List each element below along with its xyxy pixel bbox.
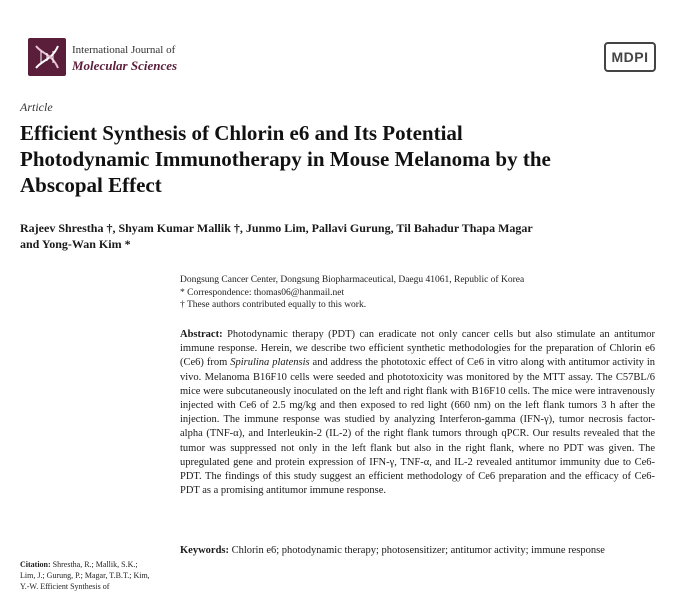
affiliations bbox=[180, 274, 650, 312]
abstract-text-part1: Photodynamic therapy (PDT) can eradicate not only cancer cells but also stimulate an antitumor immune response. Herein, we describe two efficient synthetic methodologies for the preparation of Chlorin e6 (Ce6) from bbox=[180, 329, 655, 369]
keywords-text: Chlorin e6; photodynamic therapy; photosensitizer; antitumor activity; immune response bbox=[231, 545, 605, 556]
dna-icon bbox=[28, 38, 66, 76]
affiliation: Dongsung Cancer Center, Dongsung Biopharmaceutical, Daegu 41061, Republic of Korea bbox=[180, 275, 525, 285]
citation-text: Shrestha, R.; Mallik, S.K.; Lim, J.; Gurung, P.; Magar, T.B.T.; Kim, Y.-W. Efficient Synthesis of bbox=[20, 560, 150, 592]
author-list bbox=[20, 220, 580, 252]
equal-contribution-note: † These authors contributed equally to this work. bbox=[180, 300, 367, 310]
abstract bbox=[180, 328, 655, 498]
journal-name-line2: Molecular Sciences bbox=[72, 58, 178, 73]
page-title: Efficient Synthesis of Chlorin e6 and Its Potential Photodynamic Immunotherapy in Mouse Melanoma by the Abscopal Effect bbox=[20, 121, 551, 197]
article-type: Article bbox=[20, 100, 53, 114]
abstract-species: Spirulina platensis bbox=[230, 357, 310, 369]
publisher-logo[interactable]: MDPI bbox=[604, 42, 656, 72]
keywords bbox=[180, 544, 655, 558]
authors-line2: and Yong-Wan Kim * bbox=[20, 237, 131, 251]
journal-name-line1: International Journal of bbox=[72, 44, 176, 56]
correspondence: * Correspondence: thomas06@hanmail.net bbox=[180, 287, 345, 298]
keywords-label: Keywords: bbox=[180, 545, 229, 556]
journal-logo bbox=[28, 38, 66, 76]
abstract-label: Abstract: bbox=[180, 329, 223, 340]
authors-line1: Rajeev Shrestha †, Shyam Kumar Mallik †, Junmo Lim, Pallavi Gurung, Til Bahadur Thapa Magar bbox=[20, 221, 533, 235]
citation-label: Citation: bbox=[20, 560, 51, 569]
citation bbox=[20, 559, 152, 593]
abstract-text-part2: and address the phototoxic effect of Ce6 in vitro along with antitumor activity in vivo. Melanoma B16F10 cells were seeded and phototoxicity was monitored by the MTT assay. The C57BL/6 mice were subcutaneously inoculated on the left and right flank with B16F10 cells. The mice were intravenously injected with Ce6 of 2.5 mg/kg and then exposed to red light (660 nm) on the left flank tumors 3 h after the injection. The immune response was studied by analyzing Interferon-gamma (IFN-γ), tumor necrosis factor-alpha (TNF-α), and Interleukin-2 (IL-2) of the right flank tumors through qPCR. Our results revealed that the tumor was suppressed not only in the left flank but also in the right flank, where no PDT was given. The upregulated gene and protein expression of IFN-γ, TNF-α, and IL-2 revealed antitumor immunity due to Ce6-PDT. The findings of this study suggest an efficient methodology of Ce6 preparation and the efficacy of Ce6-PDT as a promising antitumor immune response. bbox=[180, 357, 656, 497]
